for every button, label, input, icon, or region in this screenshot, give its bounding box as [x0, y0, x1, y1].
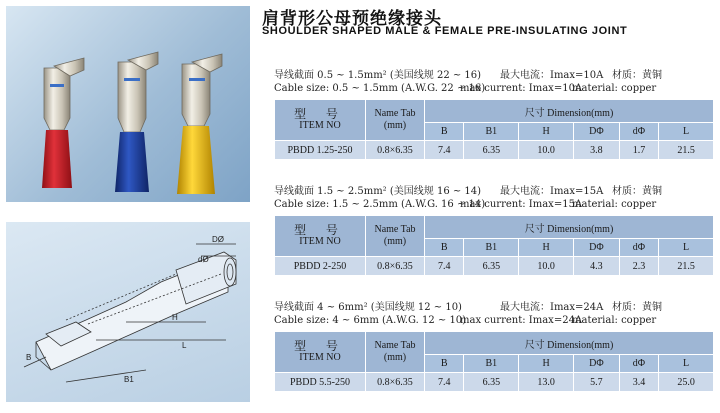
- label-H: H: [172, 313, 178, 322]
- table-cell: 导线截面 4 ~ 6mm² (美国线规 12 ~ 10): [274, 302, 462, 313]
- spec-note-cn: [274, 302, 714, 315]
- table-cell: 25.0: [659, 373, 713, 391]
- table-cell: 最大电流：Imax=10A: [500, 70, 604, 81]
- table-cell: 1.7: [620, 141, 658, 159]
- spec-table: [274, 331, 714, 392]
- table-cell: Name Tab: [374, 108, 416, 119]
- label-B1: B1: [124, 375, 134, 384]
- table-cell: 13.0: [519, 373, 573, 391]
- table-cell: B: [425, 355, 463, 372]
- spec-note-en: [274, 83, 714, 96]
- table-cell: L: [659, 239, 713, 256]
- table-cell: 材质：黄铜: [612, 186, 662, 197]
- table-cell: 21.5: [659, 257, 713, 275]
- table-cell: 材质：黄铜: [612, 70, 662, 81]
- table-cell: 型 号: [294, 107, 346, 121]
- table-cell: ITEM NO: [299, 236, 341, 247]
- table-cell: max current: Imax=10A: [460, 83, 583, 94]
- spec-block-2: [274, 186, 714, 276]
- table-cell: B1: [464, 239, 518, 256]
- red-terminal: [42, 58, 84, 188]
- product-photo: [6, 6, 250, 202]
- label-B: B: [26, 353, 32, 362]
- table-cell: DΦ: [574, 123, 619, 140]
- spec-table: [274, 99, 714, 160]
- table-cell: 型 号: [294, 223, 346, 237]
- table-cell: 7.4: [425, 373, 463, 391]
- table-cell: 21.5: [659, 141, 713, 159]
- spec-block-1: [274, 70, 714, 160]
- table-cell: max current: Imax=24A: [460, 315, 583, 326]
- table-cell: ITEM NO: [299, 120, 341, 131]
- blue-terminal: [115, 52, 158, 192]
- table-cell: Cable size: 1.5 ~ 2.5mm (A.W.G. 16 ~ 14): [274, 199, 486, 210]
- label-dO: dØ: [198, 255, 209, 264]
- table-cell: material: copper: [572, 315, 657, 326]
- dimension-header: 尺寸 Dimension(mm): [425, 100, 713, 122]
- table-cell: 0.8×6.35: [366, 257, 424, 275]
- table-cell: L: [659, 123, 713, 140]
- table-cell: 4.3: [574, 257, 619, 275]
- table-cell: B: [425, 123, 463, 140]
- table-cell: 型 号: [294, 339, 346, 353]
- table-cell: 6.35: [464, 257, 518, 275]
- table-cell: H: [519, 123, 573, 140]
- table-row: [275, 141, 713, 159]
- table-cell: B1: [464, 355, 518, 372]
- table-cell: PBDD 5.5-250: [275, 373, 365, 391]
- table-cell: 导线截面 0.5 ~ 1.5mm² (美国线规 22 ~ 16): [274, 70, 482, 81]
- table-cell: 3.4: [620, 373, 658, 391]
- table-cell: B1: [464, 123, 518, 140]
- spec-note-en: [274, 315, 714, 328]
- table-cell: dΦ: [620, 355, 658, 372]
- table-cell: H: [519, 355, 573, 372]
- table-cell: 7.4: [425, 257, 463, 275]
- table-cell: Name Tab: [374, 224, 416, 235]
- table-cell: 导线截面 1.5 ~ 2.5mm² (美国线规 16 ~ 14): [274, 186, 482, 197]
- table-cell: 10.0: [519, 141, 573, 159]
- table-cell: 最大电流：Imax=24A: [500, 302, 604, 313]
- table-cell: 2.3: [620, 257, 658, 275]
- table-cell: 10.0: [519, 257, 573, 275]
- table-cell: (mm): [383, 352, 407, 363]
- table-cell: 材质：黄铜: [612, 302, 662, 313]
- table-cell: 6.35: [464, 141, 518, 159]
- table-cell: PBDD 1.25-250: [275, 141, 365, 159]
- table-cell: max current: Imax=15A: [460, 199, 583, 210]
- yellow-terminal: [177, 54, 222, 194]
- table-cell: Cable size: 4 ~ 6mm (A.W.G. 12 ~ 10): [274, 315, 467, 326]
- table-row: [275, 257, 713, 275]
- table-cell: 0.8×6.35: [366, 373, 424, 391]
- table-cell: DΦ: [574, 239, 619, 256]
- dimension-header: 尺寸 Dimension(mm): [425, 332, 713, 354]
- table-cell: ITEM NO: [299, 352, 341, 363]
- table-cell: DΦ: [574, 355, 619, 372]
- label-L: L: [182, 341, 187, 350]
- label-DO: DØ: [212, 235, 224, 244]
- table-cell: dΦ: [620, 239, 658, 256]
- spec-table: [274, 215, 714, 276]
- table-cell: 7.4: [425, 141, 463, 159]
- spec-note-cn: [274, 70, 714, 83]
- table-cell: Cable size: 0.5 ~ 1.5mm (A.W.G. 22 ~ 16): [274, 83, 486, 94]
- table-cell: Name Tab: [374, 340, 416, 351]
- spec-block-3: [274, 302, 714, 392]
- table-cell: 3.8: [574, 141, 619, 159]
- table-cell: 最大电流：Imax=15A: [500, 186, 604, 197]
- spec-note-en: [274, 199, 714, 212]
- spec-note-cn: [274, 186, 714, 199]
- table-cell: (mm): [383, 120, 407, 131]
- dimension-diagram: [6, 222, 250, 402]
- table-row: [275, 373, 713, 391]
- table-cell: 6.35: [464, 373, 518, 391]
- table-cell: 5.7: [574, 373, 619, 391]
- table-cell: material: copper: [572, 83, 657, 94]
- page-title-cn: 肩背形公母预绝缘接头: [262, 9, 442, 29]
- table-cell: L: [659, 355, 713, 372]
- table-cell: dΦ: [620, 123, 658, 140]
- table-cell: B: [425, 239, 463, 256]
- table-cell: 0.8×6.35: [366, 141, 424, 159]
- page-title-en: SHOULDER SHAPED MALE & FEMALE PRE-INSULATING JOINT: [262, 25, 628, 37]
- dimension-header: 尺寸 Dimension(mm): [425, 216, 713, 238]
- table-cell: material: copper: [572, 199, 657, 210]
- table-cell: H: [519, 239, 573, 256]
- table-cell: PBDD 2-250: [275, 257, 365, 275]
- table-cell: (mm): [383, 236, 407, 247]
